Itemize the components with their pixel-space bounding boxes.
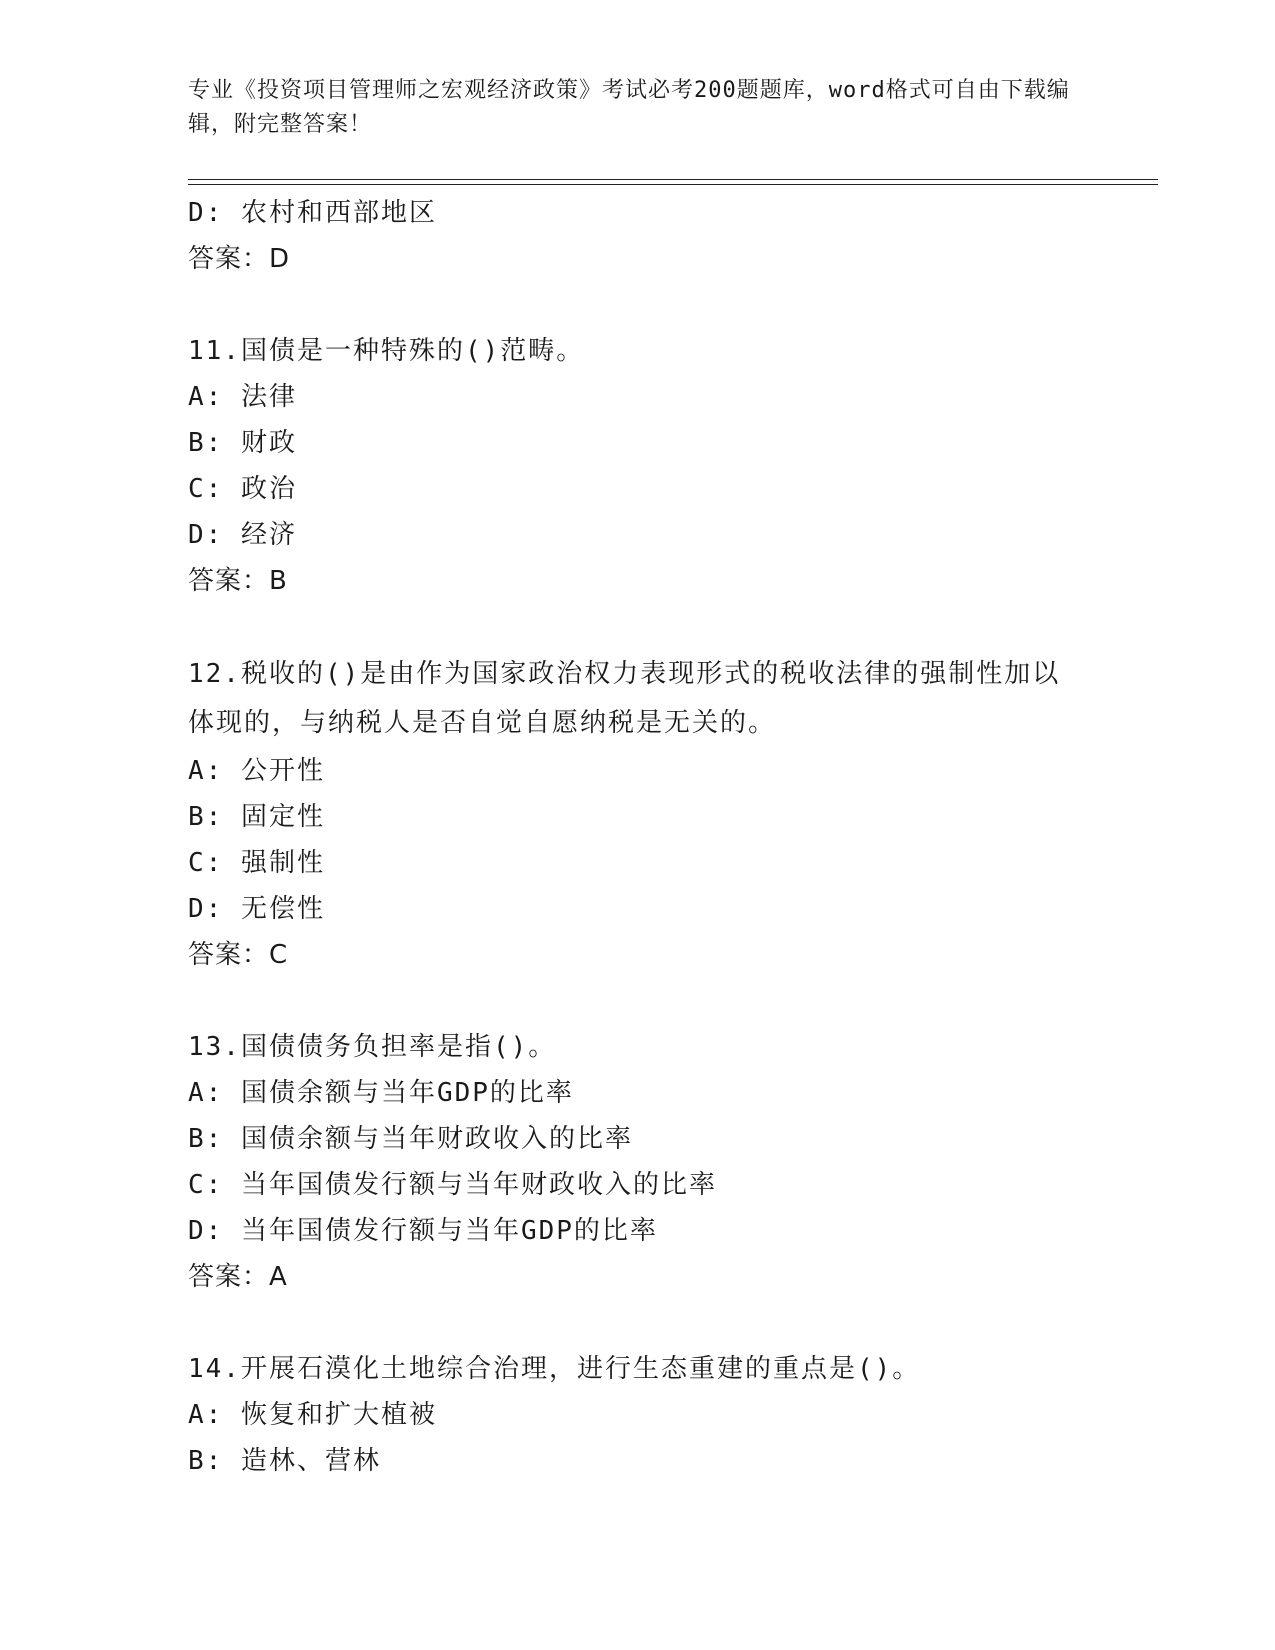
answer-line: 答案：C bbox=[188, 940, 289, 970]
spacer bbox=[188, 604, 1088, 650]
option-d: D: 当年国债发行额与当年GDP的比率 bbox=[188, 1216, 658, 1246]
question-block-13 bbox=[188, 1024, 1088, 1300]
option-a: A: 恢复和扩大植被 bbox=[188, 1400, 437, 1430]
question-block-11 bbox=[188, 328, 1088, 604]
question-block-12 bbox=[188, 650, 1088, 978]
question-stem: 14.开展石漠化土地综合治理，进行生态重建的重点是()。 bbox=[188, 1354, 921, 1384]
question-content bbox=[188, 190, 1088, 1484]
option-d: D: 经济 bbox=[188, 520, 297, 550]
option-b: B: 国债余额与当年财政收入的比率 bbox=[188, 1124, 633, 1154]
spacer bbox=[188, 978, 1088, 1024]
option-d: D: 农村和西部地区 bbox=[188, 198, 437, 228]
question-stem: 13.国债债务负担率是指()。 bbox=[188, 1032, 557, 1062]
header-divider-top bbox=[188, 179, 1158, 180]
option-b: B: 固定性 bbox=[188, 802, 325, 832]
option-c: C: 强制性 bbox=[188, 848, 325, 878]
question-block-10 bbox=[188, 190, 1088, 282]
header-divider-bottom bbox=[188, 184, 1158, 185]
option-a: A: 法律 bbox=[188, 382, 297, 412]
spacer bbox=[188, 1300, 1088, 1346]
option-d: D: 无偿性 bbox=[188, 894, 325, 924]
option-c: C: 当年国债发行额与当年财政收入的比率 bbox=[188, 1170, 717, 1200]
question-stem: 12.税收的()是由作为国家政治权力表现形式的税收法律的强制性加以体现的，与纳税人是否自觉自愿纳税是无关的。 bbox=[188, 659, 1061, 738]
answer-line: 答案：A bbox=[188, 1262, 288, 1292]
answer-line: 答案：B bbox=[188, 566, 288, 596]
question-block-14 bbox=[188, 1346, 1088, 1484]
question-stem: 11.国债是一种特殊的()范畴。 bbox=[188, 336, 585, 366]
spacer bbox=[188, 282, 1088, 328]
option-c: C: 政治 bbox=[188, 474, 297, 504]
option-a: A: 公开性 bbox=[188, 756, 325, 786]
option-b: B: 造林、营林 bbox=[188, 1446, 381, 1476]
answer-line: 答案：D bbox=[188, 244, 291, 274]
option-b: B: 财政 bbox=[188, 428, 297, 458]
document-header: 专业《投资项目管理师之宏观经济政策》考试必考200题题库，word格式可自由下载编辑，附完整答案！ bbox=[188, 78, 1070, 137]
option-a: A: 国债余额与当年GDP的比率 bbox=[188, 1078, 574, 1108]
